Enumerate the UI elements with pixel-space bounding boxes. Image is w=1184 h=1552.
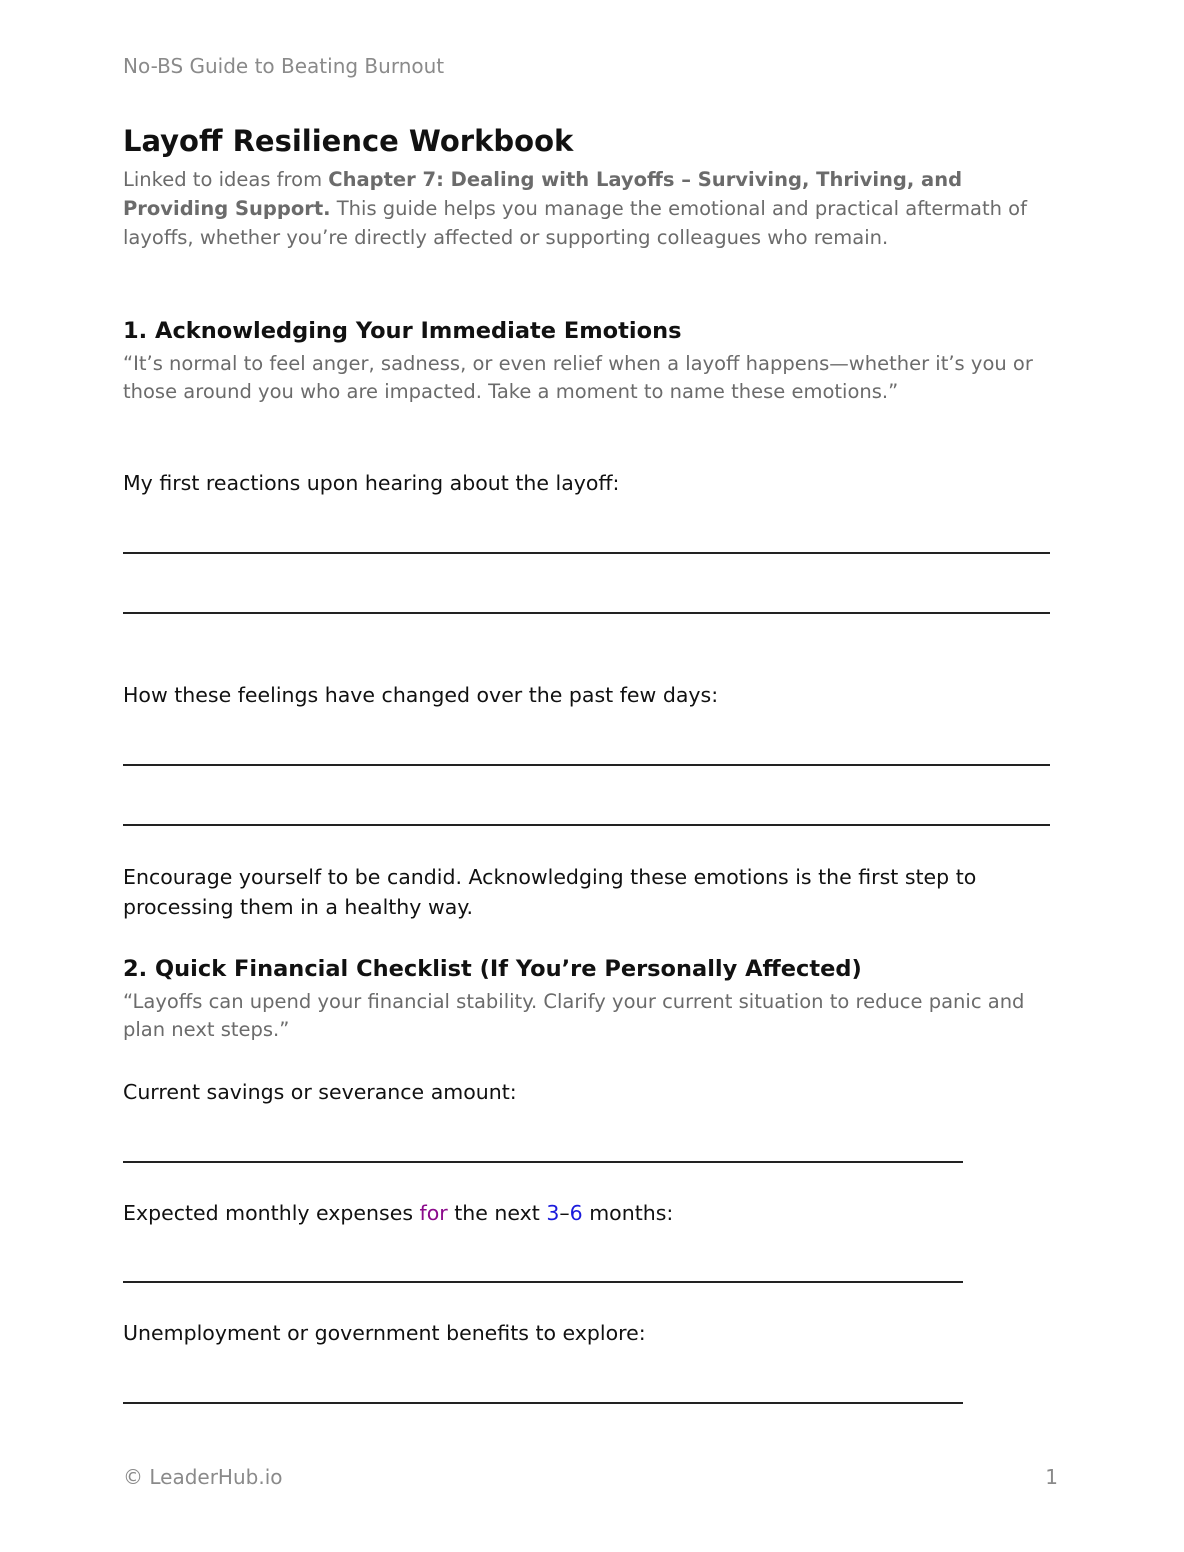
expenses-prompt-part-3: months: (582, 1201, 674, 1225)
expenses-prompt-number-3: 3 (546, 1201, 560, 1225)
savings-answer-line[interactable] (123, 1161, 963, 1163)
expenses-prompt-dash: – (559, 1201, 570, 1225)
intro-chapter-reference: Chapter 7: Dealing with Layoffs – Surviving, Thriving, and Providing Support. (123, 168, 963, 220)
section-1-quote: “It’s normal to feel anger, sadness, or even relief when a layoff happens—whether it’s you or those around you who are impacted. Take a moment to name these emotions.” (123, 352, 1033, 403)
section-1-note: Encourage yourself to be candid. Acknowledging these emotions is the first step to processing them in a healthy way. (123, 865, 977, 919)
intro-prefix: Linked to ideas from (123, 168, 329, 191)
benefits-answer-line[interactable] (123, 1402, 963, 1404)
footer-page-number: 1 (1045, 1465, 1058, 1489)
workbook-page (123, 0, 1058, 1552)
running-header: No-BS Guide to Beating Burnout (123, 54, 445, 78)
feelings-changed-prompt: How these feelings have changed over the past few days: (123, 683, 719, 707)
expenses-prompt-part-1: Expected monthly expenses (123, 1201, 420, 1225)
expenses-prompt (123, 1201, 673, 1225)
first-reactions-answer-line-1[interactable] (123, 552, 1050, 554)
intro-suffix: This guide helps you manage the emotional and practical aftermath of layoffs, whether you’re directly affected or supporting colleagues who remain. (123, 197, 1027, 249)
expenses-prompt-number-6: 6 (569, 1201, 583, 1225)
feelings-changed-answer-line-2[interactable] (123, 824, 1050, 826)
section-2-heading: 2. Quick Financial Checklist (If You’re Personally Affected) (123, 956, 862, 982)
savings-prompt: Current savings or severance amount: (123, 1080, 517, 1104)
section-2-quote: “Layoffs can upend your financial stability. Clarify your current situation to reduce panic and plan next steps.” (123, 990, 1025, 1041)
intro-paragraph (123, 165, 1043, 252)
document-title: Layoff Resilience Workbook (123, 124, 574, 158)
section-1-heading: 1. Acknowledging Your Immediate Emotions (123, 318, 682, 344)
first-reactions-prompt: My first reactions upon hearing about the layoff: (123, 471, 620, 495)
footer-copyright: © LeaderHub.io (123, 1465, 283, 1489)
expenses-prompt-keyword-for: for (419, 1201, 448, 1225)
first-reactions-answer-line-2[interactable] (123, 612, 1050, 614)
benefits-prompt: Unemployment or government benefits to explore: (123, 1321, 646, 1345)
feelings-changed-answer-line-1[interactable] (123, 764, 1050, 766)
expenses-answer-line[interactable] (123, 1281, 963, 1283)
expenses-prompt-part-2: the next (447, 1201, 547, 1225)
